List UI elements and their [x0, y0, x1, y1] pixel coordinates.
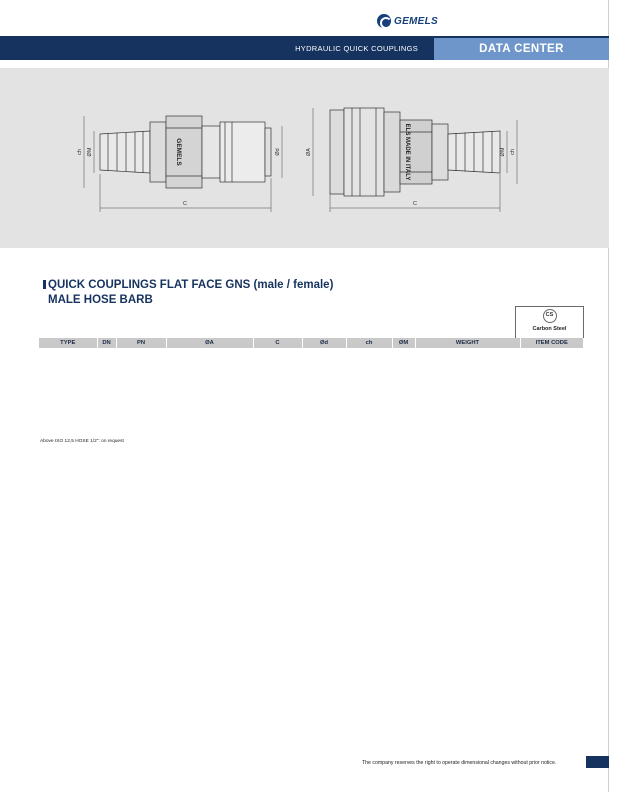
brand-name: GEMELS	[394, 15, 439, 27]
male-coupling-drawing	[100, 116, 271, 188]
female-dim-m: ØM	[500, 147, 506, 157]
header-m: ØM	[392, 338, 415, 348]
header-weight: WEIGHT	[415, 338, 520, 348]
male-body-marking: GEMELS	[175, 138, 182, 166]
male-dim-m: ØM	[87, 147, 93, 157]
gemels-logo-icon	[377, 14, 391, 28]
table-note: Above ISO 12,5 HOSE 1/2": on request	[40, 439, 124, 444]
coupling-drawings	[0, 68, 609, 248]
header-c: C	[253, 338, 302, 348]
footer-disclaimer: The company reserves the right to operate dimensional changes without prior notice.	[362, 760, 557, 766]
section-title: HYDRAULIC QUICK COUPLINGS	[295, 44, 418, 53]
male-dim-c: C	[183, 201, 187, 207]
header-dn: DN	[97, 338, 116, 348]
product-title	[48, 278, 333, 307]
title-line-2: MALE HOSE BARB	[48, 293, 153, 306]
male-dim-d: Ød	[275, 148, 281, 156]
title-line-1: QUICK COUPLINGS FLAT FACE GNS (male / female)	[48, 279, 334, 291]
female-dim-ch: ch	[510, 149, 516, 155]
header-pn: PN	[116, 338, 166, 348]
header-ch: ch	[346, 338, 392, 348]
carbon-steel-badge-icon: CS	[543, 309, 557, 323]
female-dim-c: C	[413, 201, 417, 207]
material-label: Carbon Steel	[532, 326, 567, 332]
header-item-code: ITEM CODE	[520, 338, 584, 348]
technical-drawing	[0, 68, 609, 248]
footer-bar	[586, 756, 609, 768]
header-a: ØA	[166, 338, 253, 348]
title-accent	[43, 280, 46, 289]
header-d: Ød	[302, 338, 346, 348]
table-header-row	[39, 338, 584, 348]
header-type: TYPE	[39, 338, 97, 348]
male-dim-ch: ch	[77, 149, 83, 155]
material-header	[515, 306, 584, 338]
female-coupling-drawing	[330, 108, 500, 196]
female-dim-a: ØA	[306, 148, 312, 156]
brand-logo	[377, 14, 438, 28]
female-body-marking: ELS MADE IN ITALY	[404, 123, 410, 181]
spec-table	[39, 338, 584, 348]
data-center-tab: DATA CENTER	[434, 38, 609, 60]
